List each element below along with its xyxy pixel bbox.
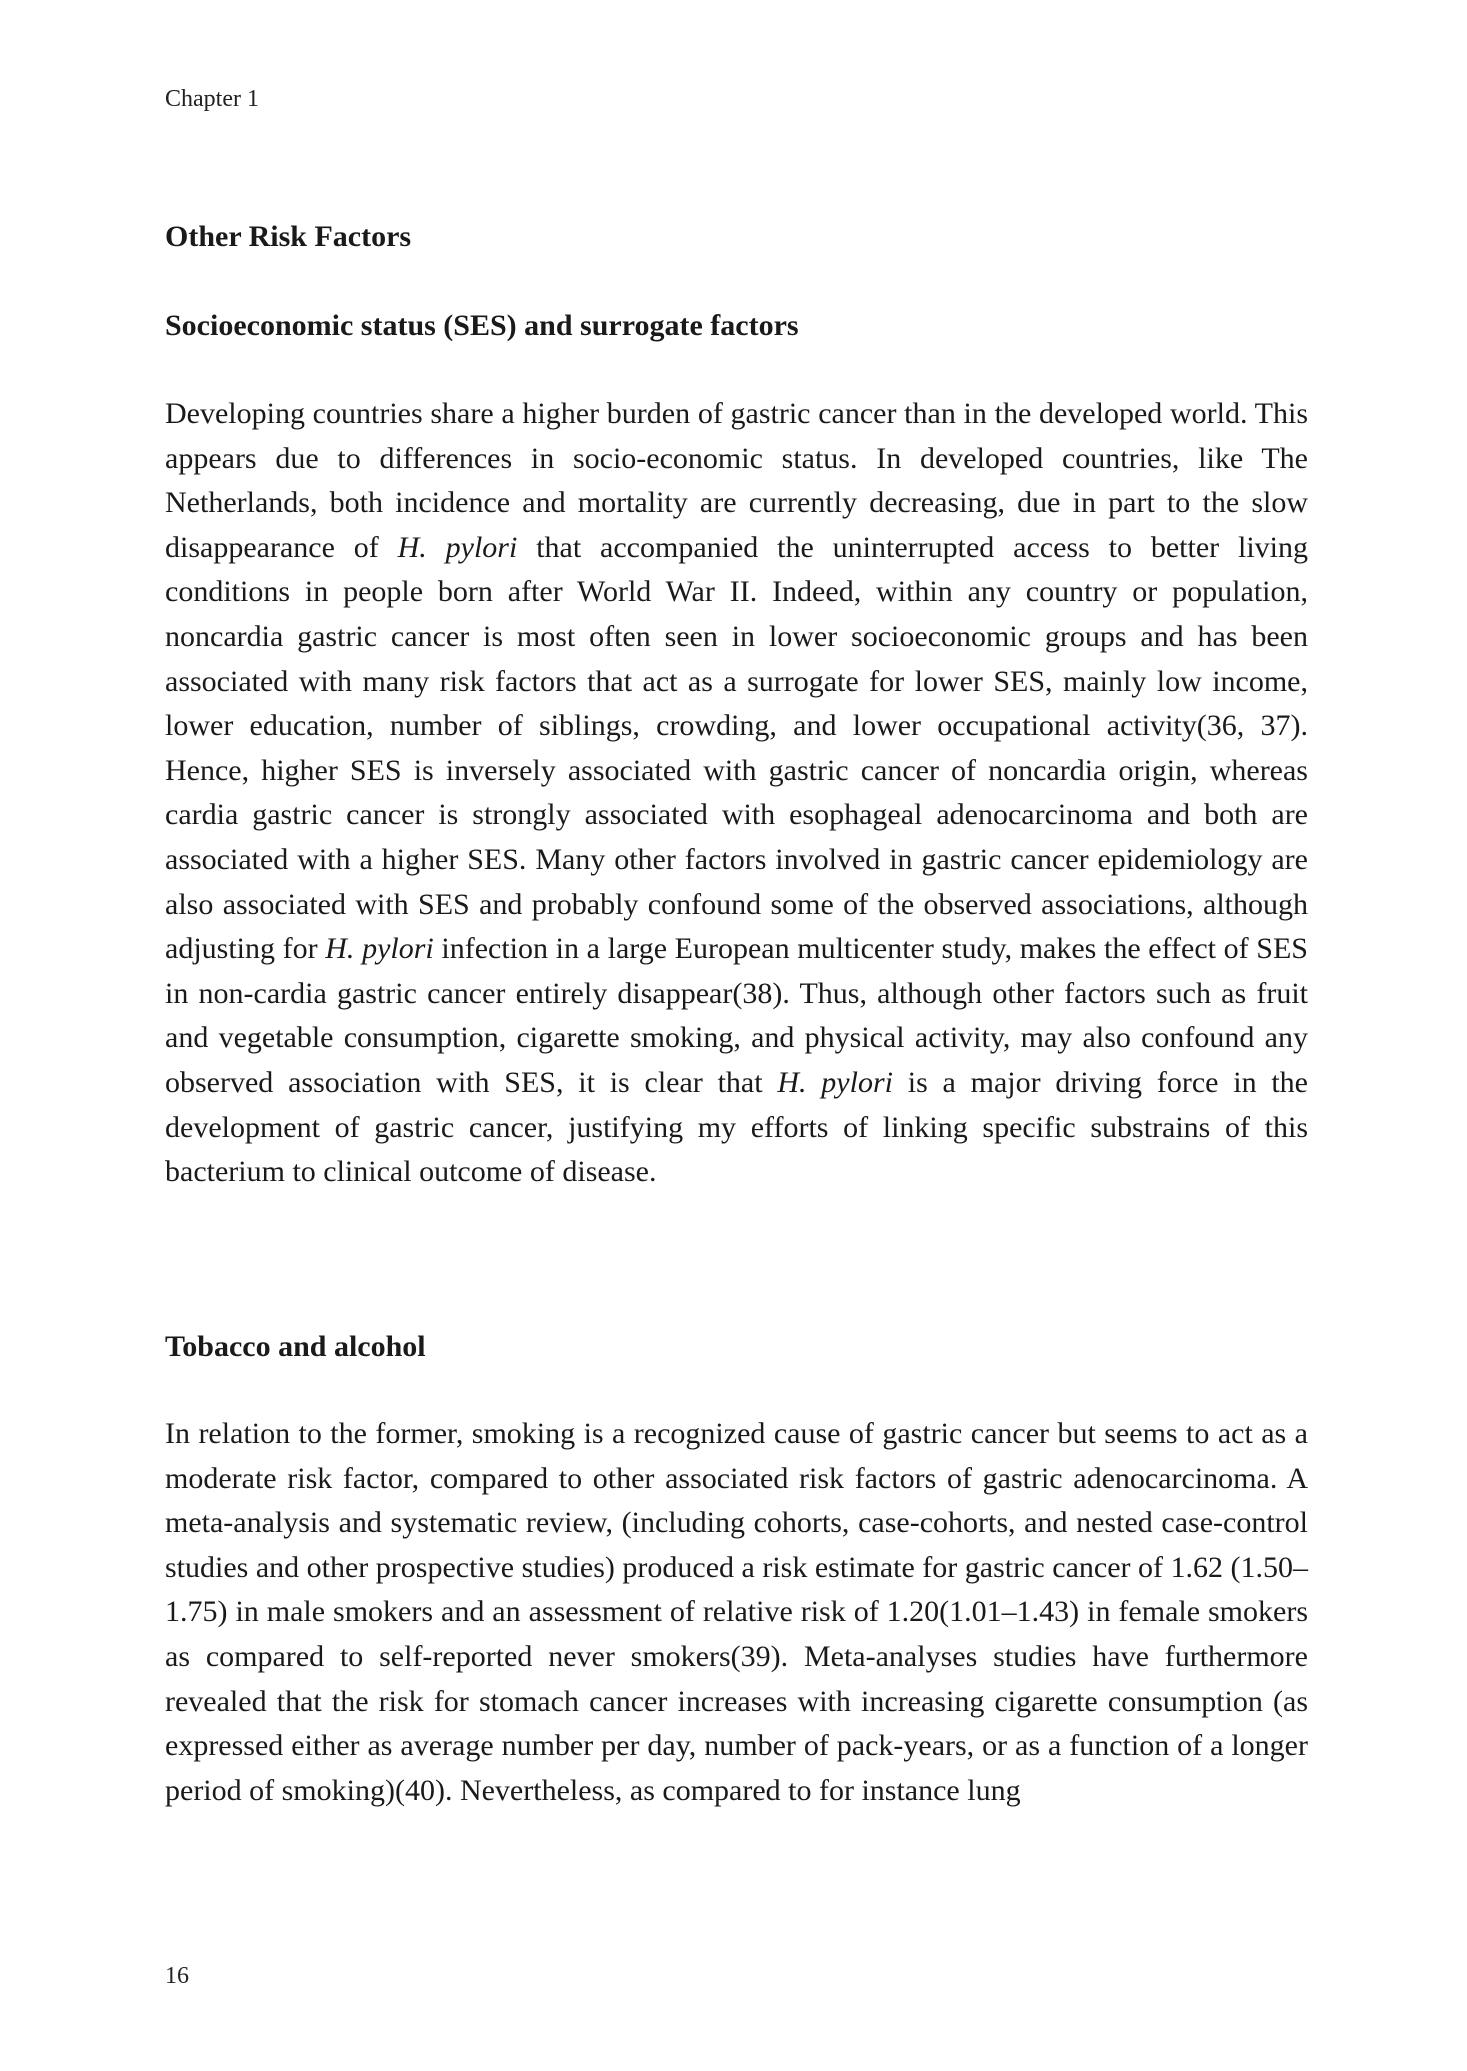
text-run: that accompanied the uninterrupted access to better living conditions in people born after World War II. Indeed, within any country or population, noncardia gastric cancer is most often seen in lower socioeconomic groups and has been associated with many risk factors that act as a surrogate for lower SES, mainly low income, lower education, number of siblings, crowding, and lower occupational activity(36, 37). Hence, higher SES is inversely associated with gastric cancer of noncardia origin, whereas cardia gastric cancer is strongly associated with esophageal adenocarcinoma and both are associated with a higher SES. Many other factors involved in gastric cancer epidemiology are also associated with SES and probably confound some of the observed associations, although adjusting for [165,530,1309,966]
subsection-heading-ses: Socioeconomic status (SES) and surrogate factors [165,309,799,342]
subsection-heading-tobacco-alcohol: Tobacco and alcohol [165,1330,426,1363]
species-name: H. pylori [325,932,434,966]
species-name: H. pylori [397,530,518,564]
paragraph-ses [165,392,1308,1195]
text-run: is a major driving force in the development of gastric cancer, justifying my efforts of linking specific substrains of this bacterium to clinical outcome of disease. [165,1065,1308,1189]
text-run: Developing countries share a higher burden of gastric cancer than in the developed world. This appears due to differences in socio-economic status. In developed countries, like The Netherlands, both incidence and mortality are currently decreasing, due in part to the slow disappearance of [165,397,1308,564]
page-number: 16 [165,1963,189,1989]
paragraph-tobacco [165,1412,1308,1813]
running-head: Chapter 1 [165,86,259,112]
section-heading-other-risk-factors: Other Risk Factors [165,220,412,253]
species-name: H. pylori [777,1065,893,1099]
text-run: infection in a large European multicenter study, makes the effect of SES in non-cardia gastric cancer entirely disappear(38). Thus, although other factors such as fruit and vegetable consumption, cigarette smoking, and physical activity, may also confound any observed association with SES, it is clear that [165,932,1308,1099]
text-run: In relation to the former, smoking is a recognized cause of gastric cancer but seems to act as a moderate risk factor, compared to other associated risk factors of gastric adenocarcinoma. A meta-analysis and systematic review, (including cohorts, case-cohorts, and nested case-control studies and other prospective studies) produced a risk estimate for gastric cancer of 1.62 (1.50–1.75) in male smokers and an assessment of relative risk of 1.20(1.01–1.43) in female smokers as compared to self-reported never smokers(39). Meta-analyses studies have furthermore revealed that the risk for stomach cancer increases with increasing cigarette consumption (as expressed either as average number per day, number of pack-years, or as a function of a longer period of smoking)(40). Nevertheless, as compared to for instance lung [165,1417,1308,1807]
